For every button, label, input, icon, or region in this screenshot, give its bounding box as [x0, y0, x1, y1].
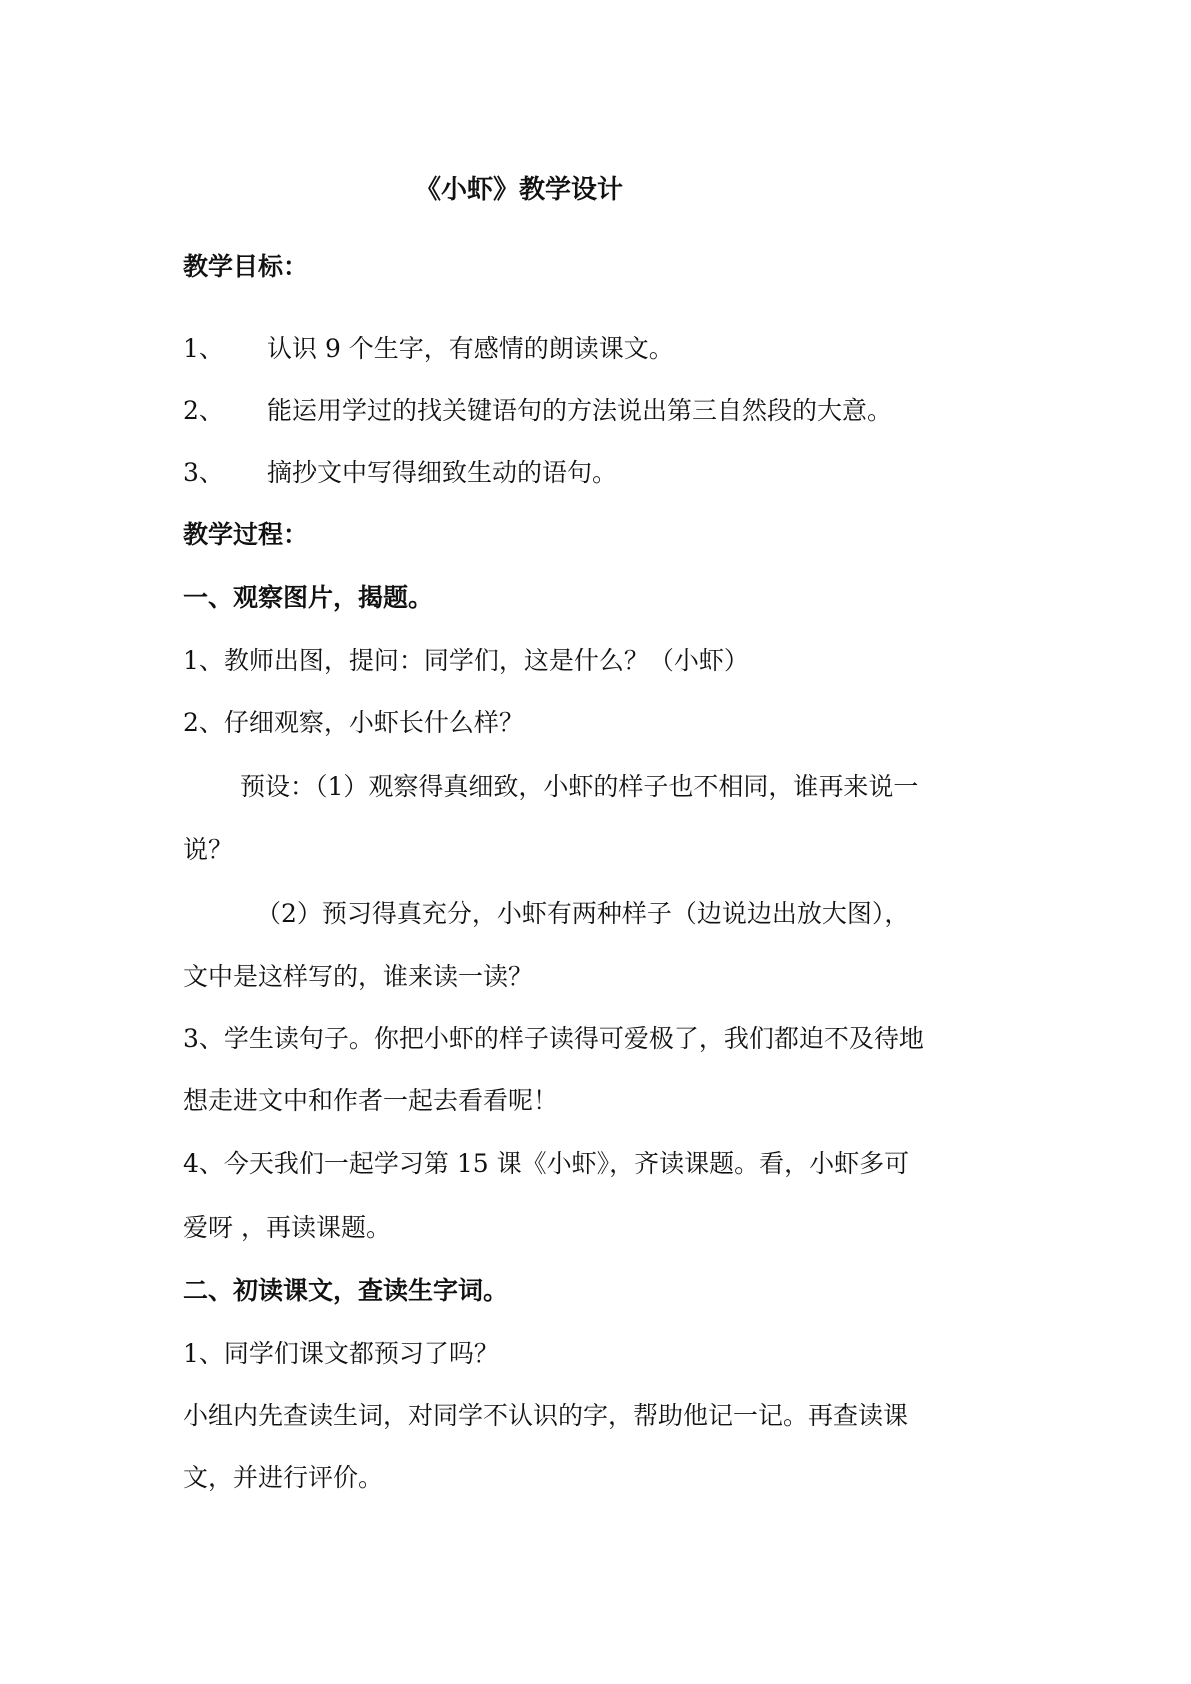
paragraph-line: 说？ [183, 835, 234, 864]
paragraph-line: （2）预习得真充分，小虾有两种样子（边说边出放大图）， [256, 899, 910, 928]
objective-number: 3、 [183, 458, 224, 487]
objective-text: 摘抄文中写得细致生动的语句。 [267, 458, 618, 487]
paragraph-line: 小组内先查读生词，对同学不认识的字，帮助他记一记。再查读课 [183, 1401, 909, 1430]
paragraph-line: 文中是这样写的，谁来读一读？ [183, 962, 534, 991]
paragraph-line: 爱呀 ，再读课题。 [183, 1213, 391, 1242]
objective-number: 2、 [183, 396, 224, 425]
objective-text: 认识 9 个生字，有感情的朗读课文。 [267, 334, 674, 363]
paragraph-line: 文，并进行评价。 [183, 1463, 384, 1492]
paragraph-line: 4、今天我们一起学习第 15 课《小虾》，齐读课题。看，小虾多可 [183, 1149, 910, 1178]
objective-text: 能运用学过的找关键语句的方法说出第三自然段的大意。 [267, 396, 893, 425]
paragraph-line: 1、同学们课文都预习了吗？ [183, 1339, 499, 1368]
section1-heading: 一、观察图片，揭题。 [183, 583, 434, 612]
paragraph-line: 2、仔细观察，小虾长什么样？ [183, 708, 524, 737]
objectives-heading: 教学目标： [183, 252, 309, 281]
objective-number: 1、 [183, 334, 224, 363]
paragraph-line: 预设：（1）观察得真细致，小虾的样子也不相同，谁再来说一 [240, 772, 919, 801]
paragraph-line: 1、教师出图，提问：同学们，这是什么？（小虾） [183, 646, 749, 675]
section2-heading: 二、初读课文，查读生字词。 [183, 1276, 509, 1305]
paragraph-line: 3、学生读句子。你把小虾的样子读得可爱极了，我们都迫不及待地 [183, 1024, 924, 1053]
document-title: 《小虾》教学设计 [415, 175, 624, 205]
paragraph-line: 想走进文中和作者一起去看看呢！ [183, 1086, 559, 1115]
process-heading: 教学过程： [183, 520, 309, 549]
